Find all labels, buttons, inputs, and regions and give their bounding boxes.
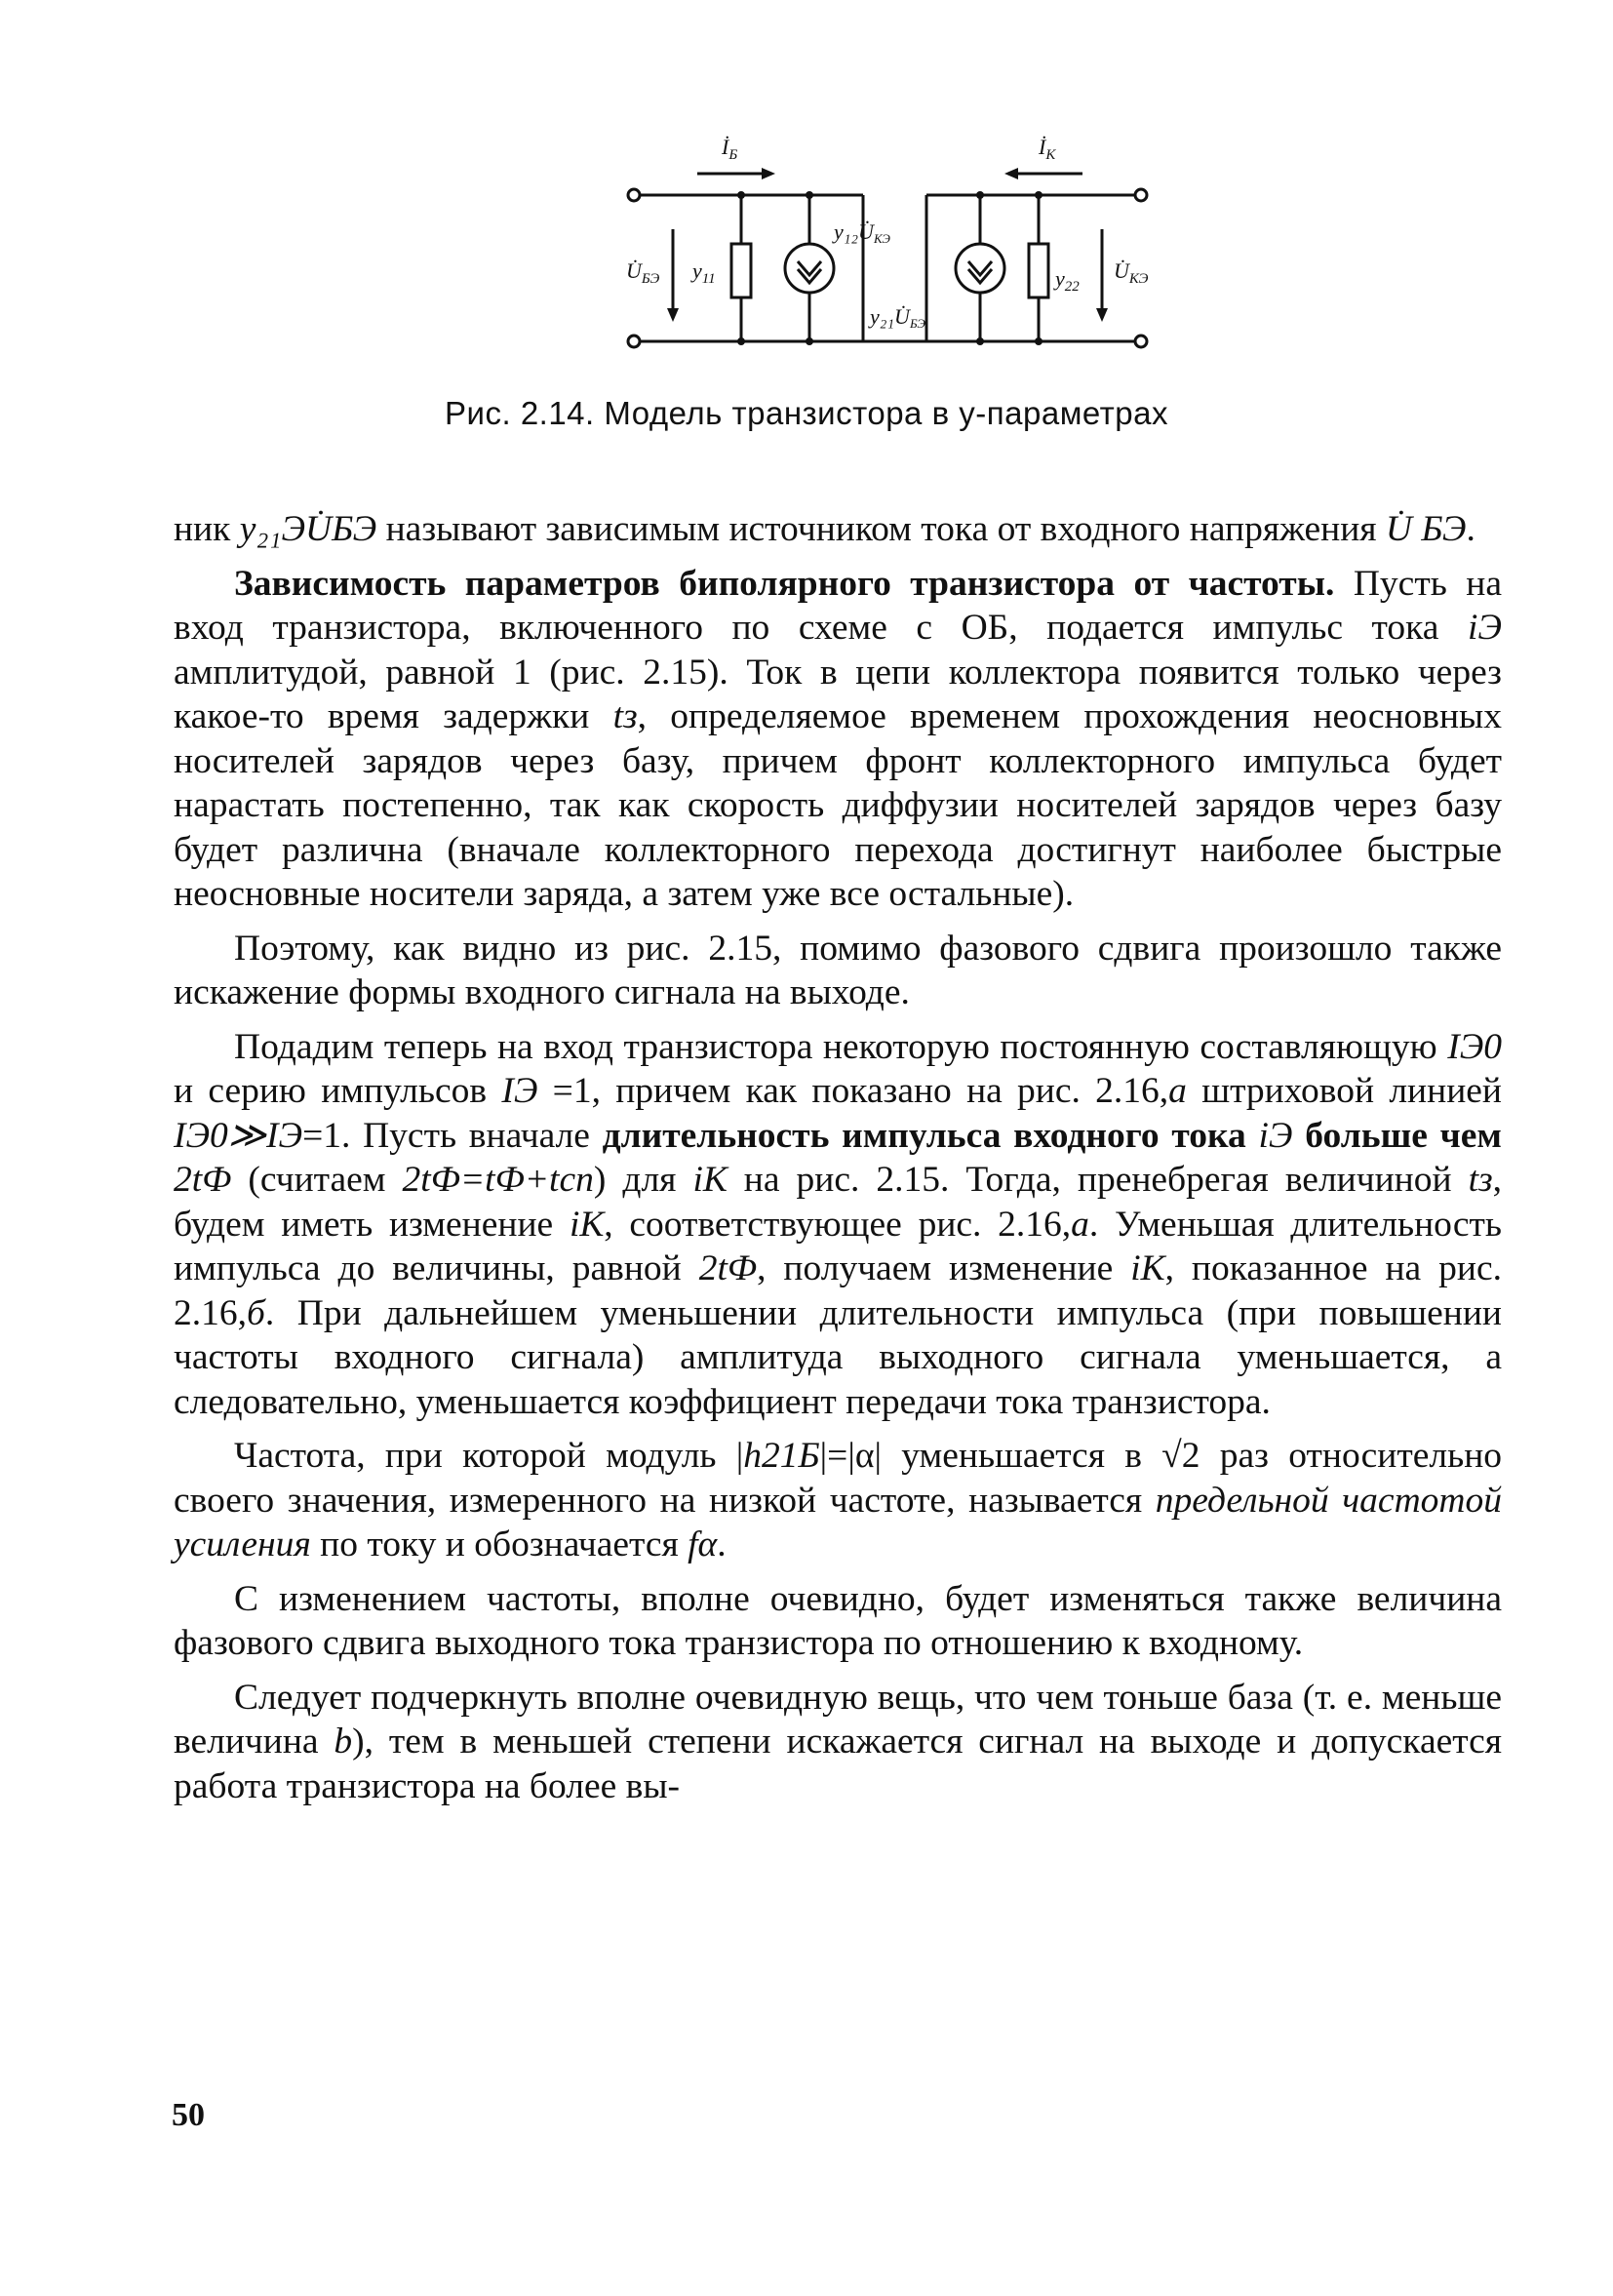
paragraph-0: ник y₂₁ЭU̇БЭ называют зависимым источником тока от входного напряжения U̇ БЭ.: [174, 509, 1475, 549]
y-parameter-circuit-diagram: [585, 107, 1170, 361]
y21-current-source: [956, 244, 1004, 293]
paragraph-5: С изменением частоты, вполне очевидно, будет изменяться также величина фазового сдвига выходного тока транзистора по отношению к входному.: [174, 1578, 1502, 1663]
paragraph-2: Поэтому, как видно из рис. 2.15, помимо фазового сдвига произошло также искажение формы входного сигнала на выходе.: [174, 928, 1502, 1012]
body-text: [174, 507, 1502, 1818]
y22-resistor: [1029, 244, 1048, 297]
terminal-b-bottom: [628, 336, 640, 347]
y22-label: $y_{22}$: [1055, 266, 1080, 295]
paragraph-4: Частота, при которой модуль |h21Б|=|α| уменьшается в √2 раз относительно своего значения, измеренного на низкой частоте, называется предельной частотой усиления по току и обозначается fα.: [174, 1436, 1503, 1564]
uke-label: $U̇_{КЭ}$: [1114, 258, 1149, 287]
figure-caption: Рис. 2.14. Модель транзистора в y-параметрах: [445, 395, 1168, 431]
y11-label: $y_{11}$: [692, 258, 716, 287]
ik-label: $İ_К$: [1039, 135, 1056, 163]
section-heading: Зависимость параметров биполярного транзистора от частоты.: [234, 563, 1335, 604]
y12uke-label: y₁₂U̇КЭ: [834, 219, 890, 246]
terminal-b-top: [628, 189, 640, 201]
circuit-figure: [585, 107, 1170, 361]
y12-current-source: [785, 244, 834, 293]
paragraph-3: Подадим теперь на вход транзистора некоторую постоянную составляющую IЭ0 и серию импульсов IЭ =1, причем как показано на рис. 2.16,а штриховой линией IЭ0≫IЭ=1. Пусть вначале длительность импульса входного тока iЭ больше чем 2tФ (считаем 2tФ=tФ+tсп) для iК на рис. 2.15. Тогда, пренебрегая величиной tз, будем иметь изменение iК, соответствующее рис. 2.16,а. Уменьшая длительность импульса до величины, равной 2tФ, получаем изменение iК, показанное на рис. 2.16,б. При дальнейшем уменьшении длительности импульса (при повышении частоты входного сигнала) амплитуда выходного сигнала уменьшается, а следовательно, уменьшается коэффициент передачи тока транзистора.: [174, 1026, 1502, 1422]
y21ube-label: y₂₁U̇БЭ: [870, 304, 925, 331]
paragraph-1: Зависимость параметров биполярного транзистора от частоты. Пусть на вход транзистора, включенного по схеме с ОБ, подается импульс тока iЭ амплитудой, равной 1 (рис. 2.15). Ток в цепи коллектора появится только через какое-то время задержки tз, определяемое временем прохождения неосновных носителей зарядов через базу, причем фронт коллекторного импульса будет нарастать постепенно, так как скорость диффузии носителей зарядов через базу будет различна (вначале коллекторного перехода достигнут наиболее быстрые неосновные носители заряда, а затем уже все остальные).: [174, 563, 1502, 914]
y11-resistor: [731, 244, 751, 297]
page-number: 50: [172, 2097, 205, 2133]
terminal-k-top: [1135, 189, 1147, 201]
terminal-k-bottom: [1135, 336, 1147, 347]
paragraph-6: Следует подчеркнуть вполне очевидную вещь, что чем тоньше база (т. е. меньше величина b), тем в меньшей степени искажается сигнал на выходе и допускается работа транзистора на более вы-: [174, 1677, 1502, 1806]
ube-label: $U̇_{БЭ}$: [626, 258, 660, 287]
ib-label: $İ_Б$: [722, 135, 738, 163]
